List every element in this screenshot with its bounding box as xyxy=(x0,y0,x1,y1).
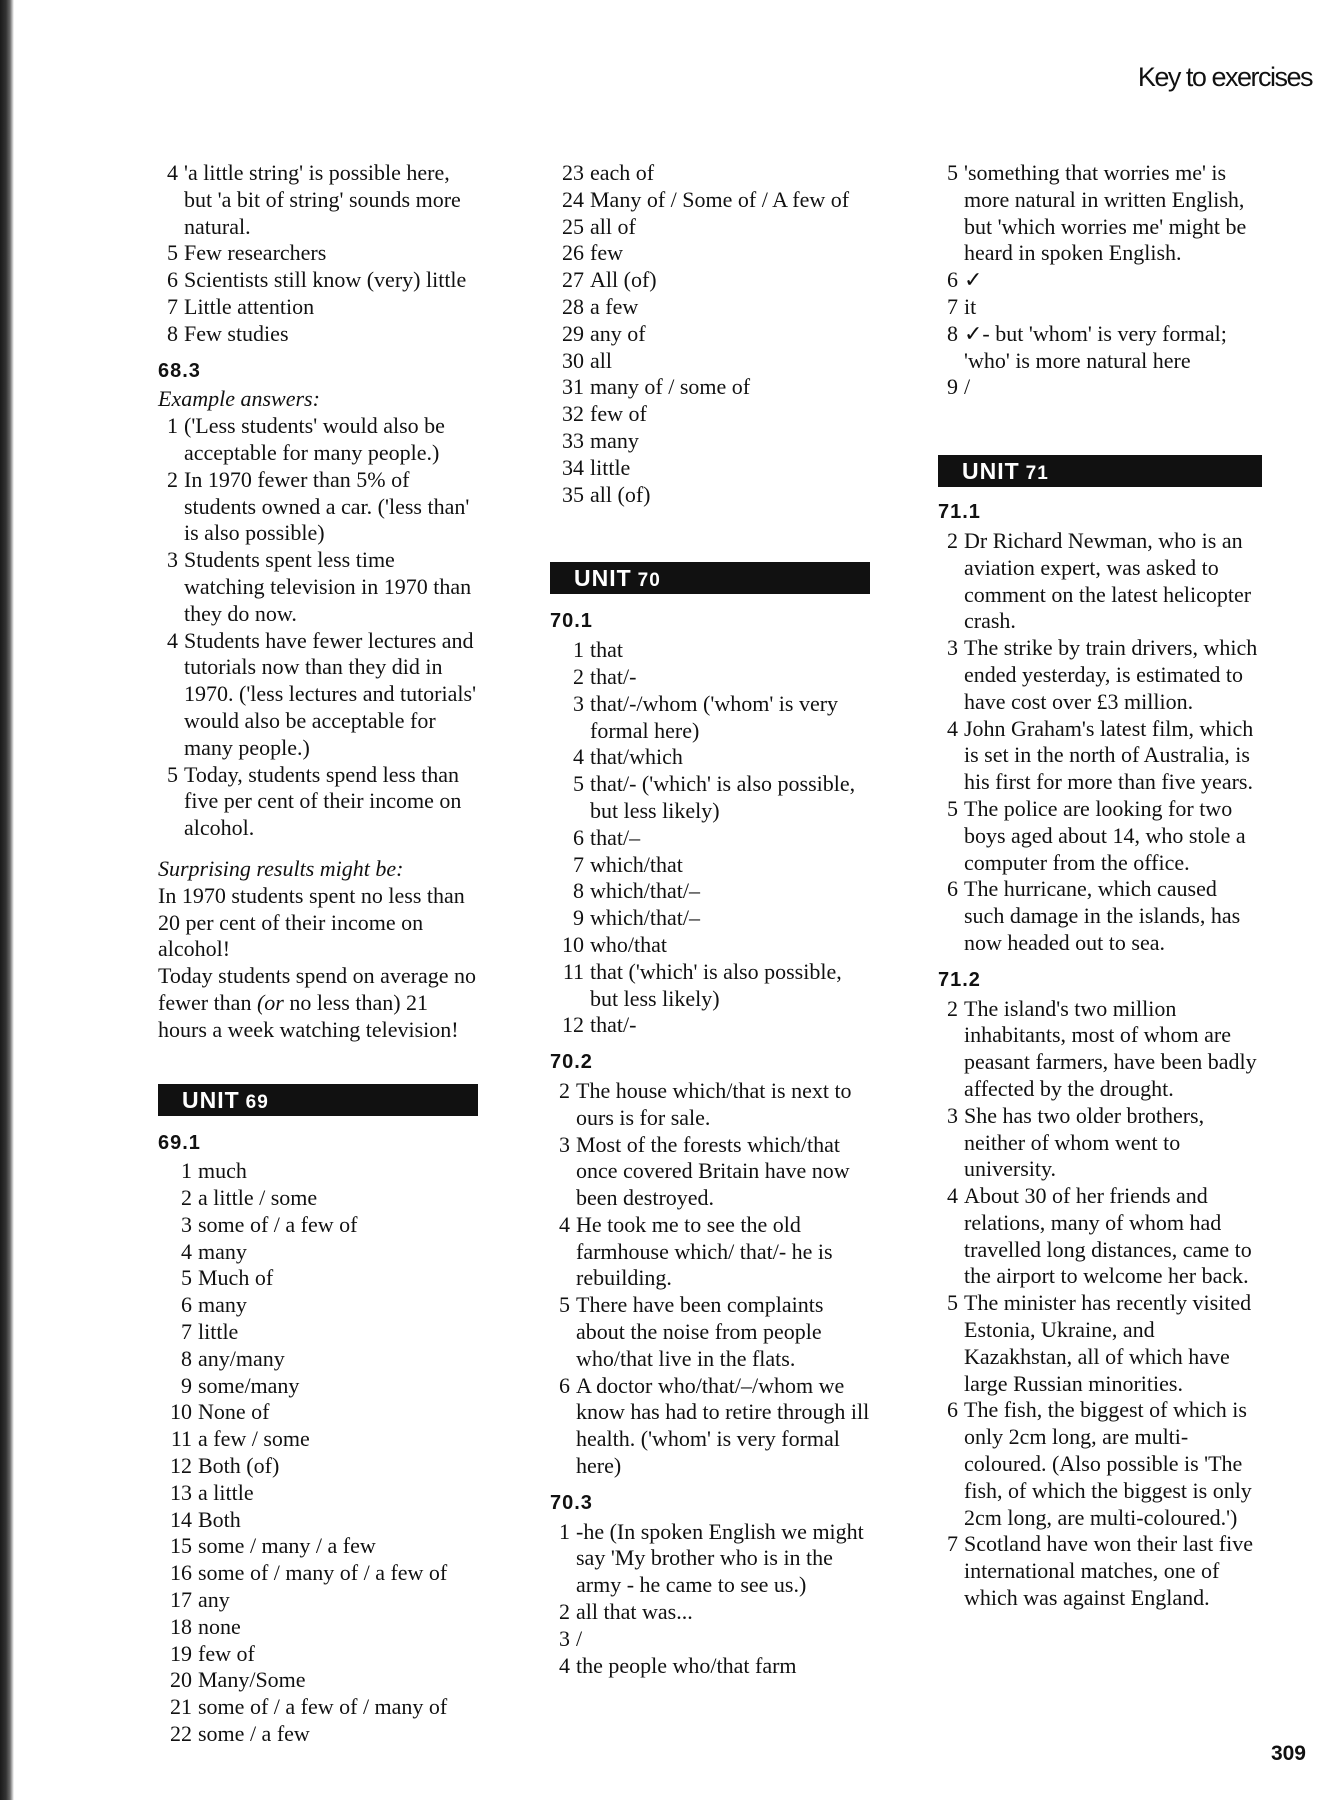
answer-list-68-2-continued xyxy=(158,160,478,348)
answer-number: 4 xyxy=(559,1211,570,1237)
answer-text: None of xyxy=(198,1399,270,1425)
answer-number: 18 xyxy=(170,1613,192,1639)
answer-item xyxy=(550,959,870,1013)
answer-item xyxy=(938,160,1262,267)
answer-number: 12 xyxy=(562,1012,584,1038)
answer-text: Students spent less time watching television in 1970 than they do now. xyxy=(184,547,472,626)
answer-number: 7 xyxy=(947,293,958,319)
answer-item xyxy=(550,1292,870,1372)
answer-text: About 30 of her friends and relations, many of whom had travelled long distances, came to the airport to welcome her back. xyxy=(964,1183,1252,1289)
answer-item xyxy=(550,401,870,428)
answer-number: 5 xyxy=(573,771,584,797)
answer-text: Little attention xyxy=(184,293,315,319)
answer-item xyxy=(158,240,478,267)
answer-number: 4 xyxy=(559,1652,570,1678)
answer-item xyxy=(158,1158,478,1185)
answer-text: The police are looking for two boys aged about 14, who stole a computer from the office. xyxy=(964,795,1246,875)
answer-number: 6 xyxy=(181,1292,192,1318)
answer-number: 7 xyxy=(181,1319,192,1345)
answer-number: 30 xyxy=(562,347,584,373)
answer-text: ✓ xyxy=(964,267,983,293)
answer-text: none xyxy=(198,1613,241,1639)
answer-number: 8 xyxy=(573,878,584,904)
answer-text: some of / many of / a few of xyxy=(198,1560,448,1586)
answer-item xyxy=(158,1507,478,1534)
answer-item xyxy=(938,876,1262,956)
answer-number: 2 xyxy=(573,663,584,689)
answer-item xyxy=(550,1626,870,1653)
answer-text: The house which/that is next to ours is for sale. xyxy=(576,1077,852,1130)
answer-number: 4 xyxy=(167,160,178,185)
answer-text: Most of the forests which/that once covered Britain have now been destroyed. xyxy=(576,1131,850,1211)
unit-70-banner xyxy=(550,562,870,594)
column-2 xyxy=(550,160,870,1679)
answer-text: The island's two million inhabitants, most of whom are peasant farmers, have been badly affected by the drought. xyxy=(964,995,1257,1101)
answer-text: which/that/– xyxy=(590,878,700,904)
answer-item xyxy=(938,716,1262,796)
answer-item xyxy=(158,1185,478,1212)
surprising-results-paragraph-2 xyxy=(158,963,478,1043)
answer-list-68-3 xyxy=(158,413,478,842)
answer-item xyxy=(158,762,478,842)
answer-item xyxy=(938,1290,1262,1397)
answer-list-69-1-continued xyxy=(550,160,870,508)
answer-item xyxy=(550,664,870,691)
answer-item xyxy=(938,267,1262,294)
answer-item xyxy=(550,374,870,401)
answer-item xyxy=(550,1212,870,1292)
answer-text: Many/Some xyxy=(198,1667,306,1693)
answer-number: 29 xyxy=(562,320,584,346)
answer-item xyxy=(550,744,870,771)
answer-number: 3 xyxy=(559,1625,570,1651)
answer-number: 25 xyxy=(562,213,584,239)
answer-item xyxy=(550,1519,870,1599)
answer-number: 10 xyxy=(170,1399,192,1425)
unit-label: UNIT xyxy=(574,565,632,592)
answer-number: 34 xyxy=(562,454,584,480)
column-3 xyxy=(938,160,1262,1612)
answer-text: that xyxy=(590,637,623,663)
answer-text: few of xyxy=(198,1640,255,1666)
answer-item xyxy=(158,547,478,627)
answer-number: 6 xyxy=(167,267,178,293)
answer-number: 3 xyxy=(947,1102,958,1128)
answer-text: Few researchers xyxy=(184,240,327,266)
answer-number: 17 xyxy=(170,1587,192,1613)
answer-item xyxy=(158,294,478,321)
answer-item xyxy=(550,428,870,455)
answer-number: 4 xyxy=(573,744,584,770)
answer-number: 7 xyxy=(167,293,178,319)
answer-number: 27 xyxy=(562,267,584,293)
answer-item xyxy=(550,187,870,214)
answer-item xyxy=(938,796,1262,876)
unit-number: 70 xyxy=(637,570,661,592)
answer-number: 22 xyxy=(170,1721,192,1747)
answer-text: Many of / Some of / A few of xyxy=(590,186,850,212)
paragraph-text: Today students spend on average no fewer than xyxy=(158,963,476,1015)
answer-item xyxy=(938,294,1262,321)
answer-item xyxy=(158,1667,478,1694)
answer-number: 3 xyxy=(181,1211,192,1237)
answer-number: 5 xyxy=(947,795,958,821)
answer-item xyxy=(938,321,1262,375)
answer-number: 10 xyxy=(562,931,584,957)
unit-label: UNIT xyxy=(962,458,1020,485)
answer-text: that/– xyxy=(590,824,641,850)
unit-number: 71 xyxy=(1025,463,1049,485)
answer-number: 28 xyxy=(562,293,584,319)
answer-text: Both (of) xyxy=(198,1453,280,1479)
answer-text: all (of) xyxy=(590,481,651,507)
answer-item xyxy=(938,374,1262,401)
answer-list-69-1 xyxy=(158,1158,478,1748)
answer-number: 8 xyxy=(947,320,958,346)
answer-text: all of xyxy=(590,213,636,239)
answer-text: that/-/whom ('whom' is very formal here) xyxy=(590,690,839,743)
answer-number: 4 xyxy=(181,1238,192,1264)
answer-text: Few studies xyxy=(184,320,289,346)
paragraph-text-italic: (or xyxy=(256,989,284,1015)
answer-text: Dr Richard Newman, who is an aviation expert, was asked to comment on the latest helicopter crash. xyxy=(964,527,1252,634)
answer-text: The fish, the biggest of which is only 2cm long, are multi-coloured. (Also possible is 'The fish, of which the biggest is only 2cm long, are multi-coloured.') xyxy=(964,1397,1252,1530)
answer-text: Scotland have won their last five international matches, one of which was against England. xyxy=(964,1531,1253,1611)
surprising-results-label: Surprising results might be: xyxy=(158,855,404,881)
answer-item xyxy=(550,1078,870,1132)
section-heading-71-1: 71.1 xyxy=(938,501,981,524)
paragraph-text: no less than) 21 hours a week watching television! xyxy=(158,989,459,1042)
answer-list-70-2 xyxy=(550,1078,870,1480)
section-heading-70-3: 70.3 xyxy=(550,1491,593,1514)
answer-number: 5 xyxy=(947,160,958,185)
answer-number: 13 xyxy=(170,1479,192,1505)
answer-item xyxy=(938,996,1262,1103)
answer-text: any of xyxy=(590,320,646,346)
answer-text: any xyxy=(198,1587,230,1613)
page-header: Key to exercises xyxy=(1137,62,1312,92)
answer-list-70-1 xyxy=(550,637,870,1039)
answer-text: All (of) xyxy=(590,267,657,293)
answer-item xyxy=(158,1373,478,1400)
answer-number: 4 xyxy=(167,627,178,653)
answer-number: 3 xyxy=(573,690,584,716)
answer-number: 6 xyxy=(573,824,584,850)
answer-number: 11 xyxy=(170,1426,192,1452)
answer-item xyxy=(550,852,870,879)
answer-text: ('Less students' would also be acceptable for many people.) xyxy=(184,413,445,465)
answer-text: which/that/– xyxy=(590,905,700,931)
answer-text: There have been complaints about the noise from people who/that live in the flats. xyxy=(576,1292,824,1371)
answer-number: 3 xyxy=(559,1131,570,1157)
answer-number: 15 xyxy=(170,1533,192,1559)
answer-number: 6 xyxy=(947,876,958,902)
answer-item xyxy=(158,1533,478,1560)
answer-text: Today, students spend less than five per cent of their income on alcohol. xyxy=(184,761,462,841)
answer-number: 6 xyxy=(947,1397,958,1423)
answer-item xyxy=(158,1346,478,1373)
answer-text: little xyxy=(590,454,631,480)
answer-number: 5 xyxy=(167,761,178,787)
answer-text: a few / some xyxy=(198,1426,310,1452)
answer-text: few xyxy=(590,240,623,266)
answer-text: that ('which' is also possible, but less likely) xyxy=(590,958,842,1011)
answer-number: 2 xyxy=(167,466,178,492)
answer-text: much xyxy=(198,1158,247,1184)
answer-item xyxy=(158,1212,478,1239)
answer-item xyxy=(158,1694,478,1721)
answer-list-71-2 xyxy=(938,996,1262,1612)
answer-text: that/- xyxy=(590,663,637,689)
answer-number: 1 xyxy=(573,637,584,663)
answer-number: 20 xyxy=(170,1667,192,1693)
answer-item xyxy=(158,321,478,348)
answer-text: it xyxy=(964,293,977,319)
answer-item xyxy=(550,294,870,321)
answer-item xyxy=(158,628,478,762)
answer-text: some of / a few of xyxy=(198,1211,358,1237)
answer-number: 16 xyxy=(170,1560,192,1586)
answer-number: 2 xyxy=(559,1599,570,1625)
answer-item xyxy=(550,637,870,664)
answer-number: 32 xyxy=(562,401,584,427)
answer-item xyxy=(550,267,870,294)
answer-text: -he (In spoken English we might say 'My brother who is in the army - he came to see us.) xyxy=(576,1518,864,1598)
surprising-results-paragraph-1: In 1970 students spent no less than 20 per cent of their income on alcohol! xyxy=(158,882,465,962)
answer-text: The hurricane, which caused such damage in the islands, has now headed out to sea. xyxy=(964,876,1241,955)
answer-item xyxy=(550,1373,870,1480)
answer-item xyxy=(550,905,870,932)
answer-item xyxy=(158,1426,478,1453)
answer-text: many xyxy=(198,1292,247,1318)
answer-number: 8 xyxy=(167,320,178,346)
answer-text: many xyxy=(590,427,639,453)
answer-item xyxy=(550,878,870,905)
answer-text: each of xyxy=(590,160,655,185)
answer-number: 9 xyxy=(181,1372,192,1398)
answer-text: / xyxy=(576,1625,583,1651)
answer-text: A doctor who/that/–/whom we know has had to retire through ill health. ('whom' is very formal here) xyxy=(576,1372,870,1479)
answer-number: 35 xyxy=(562,481,584,507)
answer-text: some/many xyxy=(198,1372,300,1398)
answer-item xyxy=(550,214,870,241)
answer-item xyxy=(550,348,870,375)
answer-text: many xyxy=(198,1238,247,1264)
answer-number: 5 xyxy=(947,1290,958,1316)
answer-text: the people who/that farm xyxy=(576,1652,797,1678)
answer-number: 12 xyxy=(170,1453,192,1479)
answer-number: 4 xyxy=(947,1183,958,1209)
answer-item xyxy=(938,1397,1262,1531)
answer-text: The minister has recently visited Estonia, Ukraine, and Kazakhstan, all of which have large Russian minorities. xyxy=(964,1290,1252,1396)
answer-number: 5 xyxy=(181,1265,192,1291)
answer-text: that/which xyxy=(590,744,683,770)
answer-text: a little xyxy=(198,1479,254,1505)
answer-item xyxy=(938,1531,1262,1611)
unit-71-banner xyxy=(938,455,1262,487)
answer-item xyxy=(158,1721,478,1748)
answer-number: 1 xyxy=(167,413,178,439)
answer-list-70-3 xyxy=(550,1519,870,1680)
answer-text: Much of xyxy=(198,1265,274,1291)
answer-text: some of / a few of / many of xyxy=(198,1694,448,1720)
answer-number: 9 xyxy=(947,374,958,400)
answer-number: 2 xyxy=(947,995,958,1021)
answer-item xyxy=(158,1319,478,1346)
answer-item xyxy=(158,1292,478,1319)
answer-number: 2 xyxy=(947,527,958,553)
answer-text: Students have fewer lectures and tutorials now than they did in 1970. ('less lectures and tutorials' would also be acceptable for many people.) xyxy=(184,627,477,760)
answer-text: any/many xyxy=(198,1345,285,1371)
answer-item xyxy=(550,482,870,509)
answer-text: which/that xyxy=(590,851,683,877)
answer-item xyxy=(938,1103,1262,1183)
answer-item xyxy=(938,1183,1262,1290)
example-answers-label: Example answers: xyxy=(158,386,320,412)
answer-number: 5 xyxy=(167,240,178,266)
answer-number: 5 xyxy=(559,1292,570,1318)
answer-text: 'a little string' is possible here, but 'a bit of string' sounds more natural. xyxy=(184,160,461,239)
answer-number: 26 xyxy=(562,240,584,266)
answer-item xyxy=(158,267,478,294)
answer-number: 3 xyxy=(167,547,178,573)
column-1 xyxy=(158,160,478,1748)
answer-text: all that was... xyxy=(576,1599,693,1625)
answer-text: Scientists still know (very) little xyxy=(184,267,467,293)
answer-item xyxy=(158,1614,478,1641)
answer-text: a few xyxy=(590,293,639,319)
section-heading-70-2: 70.2 xyxy=(550,1051,593,1074)
answer-number: 6 xyxy=(947,267,958,293)
answer-text: Both xyxy=(198,1506,241,1532)
answer-text: In 1970 fewer than 5% of students owned a car. ('less than' is also possible) xyxy=(184,466,470,546)
answer-number: 4 xyxy=(947,715,958,741)
answer-item xyxy=(158,1560,478,1587)
section-heading-69-1: 69.1 xyxy=(158,1131,201,1154)
answer-text: that/- ('which' is also possible, but less likely) xyxy=(590,771,856,823)
scan-edge xyxy=(0,0,14,1800)
answer-item xyxy=(158,1641,478,1668)
answer-number: 7 xyxy=(573,851,584,877)
answer-text: few of xyxy=(590,401,647,427)
answer-item xyxy=(550,1012,870,1039)
answer-item xyxy=(158,1587,478,1614)
answer-number: 1 xyxy=(181,1158,192,1184)
answer-item xyxy=(158,1453,478,1480)
answer-item xyxy=(550,240,870,267)
answer-item xyxy=(550,932,870,959)
answer-text: a little / some xyxy=(198,1185,318,1211)
answer-item xyxy=(550,321,870,348)
answer-item xyxy=(938,635,1262,715)
section-heading-70-1: 70.1 xyxy=(550,610,593,633)
answer-text: 'something that worries me' is more natural in written English, but 'which worries me' might be heard in spoken English. xyxy=(964,160,1247,266)
answer-text: She has two older brothers, neither of whom went to university. xyxy=(964,1102,1205,1182)
answer-text: ✓- but 'whom' is very formal; 'who' is more natural here xyxy=(964,320,1227,373)
answer-number: 24 xyxy=(562,186,584,212)
answer-text: that/- xyxy=(590,1012,637,1038)
answer-item xyxy=(158,1239,478,1266)
answer-text: some / many / a few xyxy=(198,1533,376,1559)
answer-text: who/that xyxy=(590,931,667,957)
answer-number: 1 xyxy=(559,1518,570,1544)
unit-69-banner xyxy=(158,1084,478,1116)
section-heading-71-2: 71.2 xyxy=(938,968,981,991)
answer-item xyxy=(550,825,870,852)
answer-item xyxy=(158,1480,478,1507)
answer-number: 8 xyxy=(181,1345,192,1371)
answer-text: many of / some of xyxy=(590,374,751,400)
answer-item xyxy=(550,771,870,825)
answer-item xyxy=(550,1599,870,1626)
answer-item xyxy=(158,1265,478,1292)
answer-number: 2 xyxy=(559,1077,570,1103)
answer-number: 11 xyxy=(562,958,584,984)
answer-number: 19 xyxy=(170,1640,192,1666)
section-heading-68-3: 68.3 xyxy=(158,359,201,382)
answer-text: The strike by train drivers, which ended yesterday, is estimated to have cost over £3 million. xyxy=(964,635,1258,714)
answer-text: He took me to see the old farmhouse which/ that/- he is rebuilding. xyxy=(576,1211,833,1291)
answer-list-71-1 xyxy=(938,528,1262,957)
answer-number: 21 xyxy=(170,1694,192,1720)
answer-item xyxy=(938,528,1262,635)
answer-item xyxy=(550,1132,870,1212)
answer-number: 33 xyxy=(562,427,584,453)
answer-number: 7 xyxy=(947,1531,958,1557)
answer-text: little xyxy=(198,1319,239,1345)
answer-text: / xyxy=(964,374,971,400)
answer-number: 14 xyxy=(170,1506,192,1532)
answer-text: some / a few xyxy=(198,1721,310,1747)
answer-item xyxy=(158,413,478,467)
answer-number: 6 xyxy=(559,1372,570,1398)
answer-number: 31 xyxy=(562,374,584,400)
answer-item xyxy=(550,455,870,482)
answer-text: John Graham's latest film, which is set in the north of Australia, is his first for more than five years. xyxy=(964,715,1254,795)
answer-item xyxy=(550,691,870,745)
answer-number: 3 xyxy=(947,635,958,661)
answer-number: 2 xyxy=(181,1185,192,1211)
answer-number: 23 xyxy=(562,160,584,185)
answer-item xyxy=(158,1399,478,1426)
answer-item xyxy=(158,467,478,547)
unit-number: 69 xyxy=(245,1091,269,1113)
answer-text: all xyxy=(590,347,612,373)
answer-list-70-3-continued xyxy=(938,160,1262,401)
answer-item xyxy=(550,160,870,187)
unit-label: UNIT xyxy=(182,1086,240,1113)
page-number: 309 xyxy=(1270,1742,1306,1765)
answer-number: 9 xyxy=(573,905,584,931)
answer-item xyxy=(550,1653,870,1680)
answer-item xyxy=(158,160,478,240)
